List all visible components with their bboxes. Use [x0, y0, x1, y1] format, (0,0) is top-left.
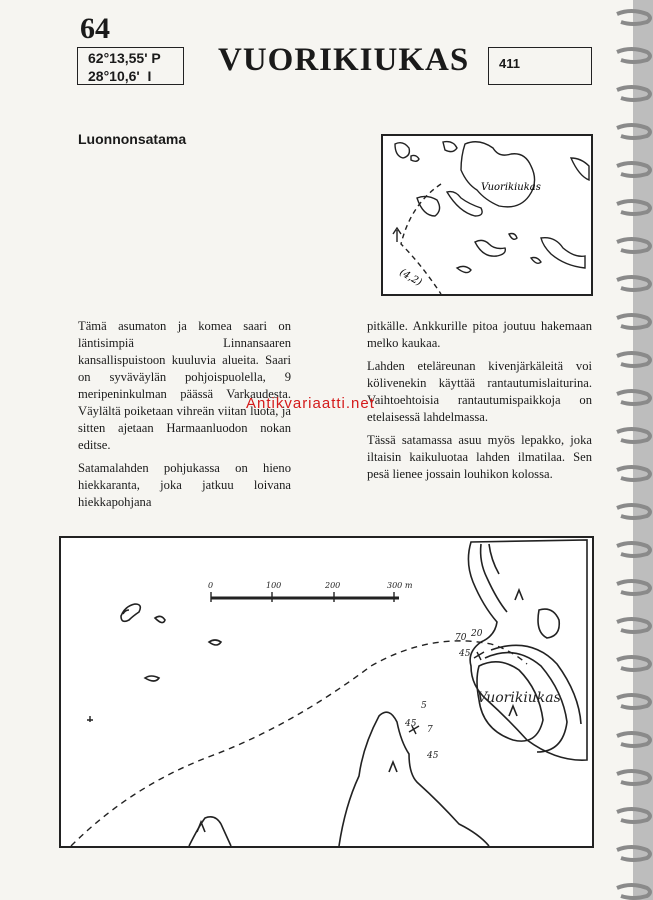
paragraph: Lahden eteläreunan kivenjärkäleitä voi kölivenekin käyttää rantautumislaiturina. Vaihtoehtoisia rantautumispaikkoja on etelaisessä lahdelmassa.	[367, 359, 592, 424]
depth-label: 5	[421, 701, 427, 711]
coordinates-box	[77, 47, 184, 85]
inset-route-label: (4,2)	[397, 267, 424, 289]
inset-map	[381, 134, 593, 296]
inset-island-label: Vuorikiukas	[481, 182, 541, 193]
depth-label: 70	[455, 633, 467, 643]
text-column-right	[367, 318, 592, 489]
harbour-number-box: 411	[488, 47, 592, 85]
latitude: 62°13,55' P	[88, 50, 161, 66]
section-heading: Luonnonsatama	[78, 131, 187, 147]
scale-label: 100	[266, 581, 282, 590]
paragraph: pitkälle. Ankkurille pitoa joutuu hakemaan melko kaukaa.	[367, 319, 592, 350]
depth-label: 45	[405, 719, 417, 729]
scale-label: 200	[325, 581, 341, 590]
longitude: 28°10,6' I	[88, 68, 152, 84]
paragraph: Tämä asumaton ja komea saari on läntisimpiä Linnansaaren kansallispuistoon kuuluvia alueita. Saari on syväväylän pohjoispuolella, 9 meripeninkulman päässä Varkaudesta. Väylältä poiketaan vihreän viitan luota, ja sitten ajetaan Harmaanluodon nokan editse.	[78, 319, 291, 452]
text-column-left	[78, 318, 291, 517]
page-title: VUORIKIUKAS	[218, 42, 470, 78]
watermark-text: Antikvariaatti.net	[246, 395, 375, 412]
map-island-label: Vuorikiukas	[477, 690, 561, 706]
paragraph: Satamalahden pohjukassa on hieno hiekkaranta, joka jatkuu loivana hiekkapohjana	[78, 461, 291, 509]
depth-label: 45	[427, 751, 439, 761]
depth-label: 7	[427, 725, 433, 735]
scale-label: 300 m	[387, 581, 413, 590]
harbour-chart	[59, 536, 594, 848]
depth-label: 20	[471, 629, 483, 639]
page-number: 64	[80, 12, 110, 45]
spiral-binding	[603, 0, 653, 900]
scale-label: 0	[208, 581, 214, 590]
depth-label: 45	[459, 649, 471, 659]
paragraph: Tässä satamassa asuu myös lepakko, joka iltaisin kaikuluotaa lahden ilmatilaa. Sen pesä lienee jossain louhikon kolossa.	[367, 433, 592, 481]
